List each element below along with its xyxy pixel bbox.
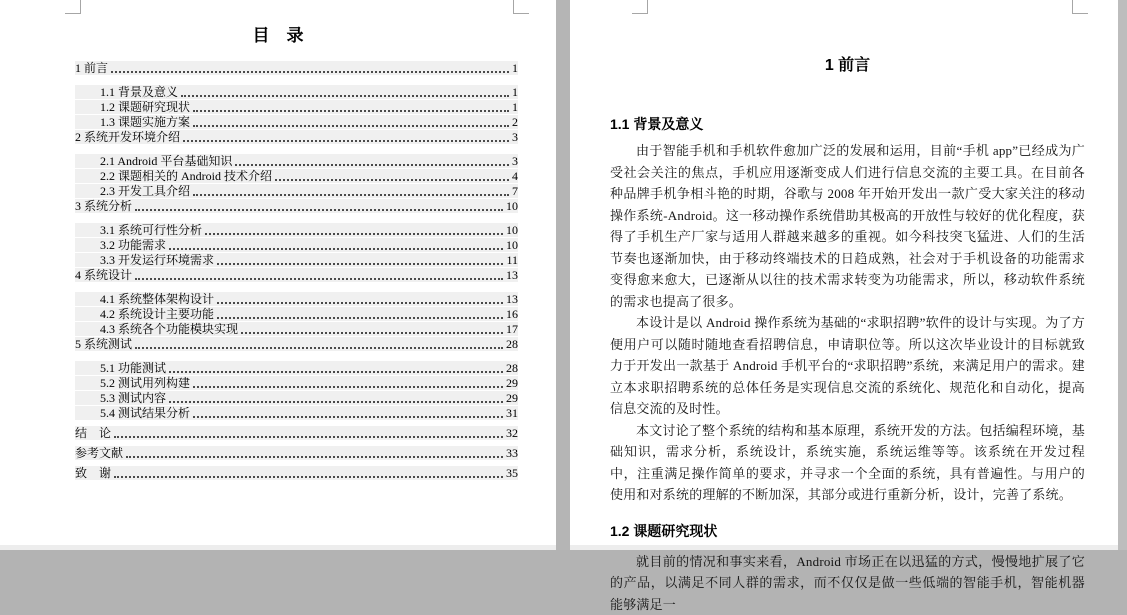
toc-entry-label: 4.2 系统设计主要功能 bbox=[100, 307, 214, 321]
toc-entry-label: 1.2 课题研究现状 bbox=[100, 100, 190, 114]
toc-entry-label: 2 系统开发环境介绍 bbox=[75, 130, 180, 144]
toc-entry[interactable] bbox=[75, 61, 518, 75]
toc-entry-label: 1 前言 bbox=[75, 61, 108, 75]
toc-entry[interactable] bbox=[75, 115, 518, 129]
toc-page-number: 16 bbox=[506, 307, 518, 321]
toc-page-number: 29 bbox=[506, 391, 518, 405]
toc-entry[interactable] bbox=[75, 307, 518, 321]
toc-page-number: 11 bbox=[506, 253, 518, 267]
toc-entry[interactable] bbox=[75, 322, 518, 336]
body-paragraph[interactable]: 本设计是以 Android 操作系统为基础的“求职招聘”软件的设计与实现。为了方便用户可以随时随地查看招聘信息，申请职位等。所以这次毕业设计的目标就致力于开发出一款基于 Android 手机平台的“求职招聘”系统，来满足用户的需求。建立本求职招聘系统的总体任务是实现信息交流的系统化、规范化和自动化，提高信息交流的及时性。 bbox=[610, 312, 1085, 420]
toc-entry-label: 5.2 测试用列构建 bbox=[100, 376, 190, 390]
toc-title: 目 录 bbox=[0, 27, 556, 45]
toc-dot-leader bbox=[193, 406, 503, 418]
toc-entry-label: 3.3 开发运行环境需求 bbox=[100, 253, 214, 267]
toc-entry-label: 4.3 系统各个功能模块实现 bbox=[100, 322, 238, 336]
toc-dot-leader bbox=[217, 253, 503, 265]
toc-entry[interactable] bbox=[75, 199, 518, 213]
toc-dot-leader bbox=[169, 391, 503, 403]
toc-page-number: 1 bbox=[512, 100, 518, 114]
toc-entry[interactable] bbox=[75, 130, 518, 144]
toc-page-number: 31 bbox=[506, 406, 518, 420]
body-paragraph[interactable]: 本文讨论了整个系统的结构和基本原理，系统开发的方法。包括编程环境，基础知识，需求分析，系统设计，系统实施，系统运维等等。该系统在开发过程中，注重满足操作简单的要求，并寻求一个全面的系统，具有普遍性。与用户的使用和对系统的理解的不断加深，其部分或进行重新分析，设计，完善了系统。 bbox=[610, 420, 1085, 506]
toc-entry[interactable] bbox=[75, 238, 518, 252]
toc-page-number: 29 bbox=[506, 376, 518, 390]
chapter-body bbox=[610, 117, 1085, 615]
toc-page-number: 33 bbox=[506, 446, 518, 460]
toc-dot-leader bbox=[193, 115, 509, 127]
page-bottom-edge bbox=[0, 545, 556, 550]
toc-entry[interactable] bbox=[75, 337, 518, 351]
page-bottom-edge bbox=[570, 545, 1118, 550]
toc-dot-leader bbox=[135, 268, 503, 280]
text-boundary-mark bbox=[65, 0, 81, 14]
toc-entry[interactable] bbox=[75, 184, 518, 198]
text-boundary-mark bbox=[632, 0, 648, 14]
canvas-right-margin bbox=[1118, 0, 1127, 550]
toc-entry-label: 5.3 测试内容 bbox=[100, 391, 166, 405]
toc-entry[interactable] bbox=[75, 376, 518, 390]
toc-entry-label: 2.2 课题相关的 Android 技术介绍 bbox=[100, 169, 272, 183]
toc-entry-label: 2.3 开发工具介绍 bbox=[100, 184, 190, 198]
toc-dot-leader bbox=[183, 130, 509, 142]
toc-entry-label: 致 谢 bbox=[75, 466, 111, 480]
toc-dot-leader bbox=[114, 466, 503, 478]
chapter-heading[interactable]: 1 前言 bbox=[610, 57, 1085, 74]
toc-entry-label: 参考文献 bbox=[75, 446, 123, 460]
toc-entry-label: 5.1 功能测试 bbox=[100, 361, 166, 375]
toc-entry[interactable] bbox=[75, 223, 518, 237]
content-page bbox=[570, 0, 1118, 545]
toc-dot-leader bbox=[181, 85, 509, 97]
section-heading[interactable]: 1.1 背景及意义 bbox=[610, 117, 1085, 132]
toc-entry-label: 3.1 系统可行性分析 bbox=[100, 223, 202, 237]
toc-entry[interactable] bbox=[75, 391, 518, 405]
toc-dot-leader bbox=[193, 100, 509, 112]
toc-dot-leader bbox=[235, 154, 509, 166]
toc-entry[interactable] bbox=[75, 466, 518, 480]
content-text-area bbox=[570, 57, 1118, 615]
toc-page-number: 1 bbox=[512, 61, 518, 75]
toc-entry-label: 5.4 测试结果分析 bbox=[100, 406, 190, 420]
toc-page-number: 7 bbox=[512, 184, 518, 198]
toc-entry[interactable] bbox=[75, 268, 518, 282]
toc-page-number: 10 bbox=[506, 223, 518, 237]
toc-entry[interactable] bbox=[75, 85, 518, 99]
text-boundary-mark bbox=[513, 0, 529, 14]
toc-dot-leader bbox=[193, 376, 503, 388]
toc-page-number: 35 bbox=[506, 466, 518, 480]
toc-page-number: 1 bbox=[512, 85, 518, 99]
toc-dot-leader bbox=[126, 446, 503, 458]
toc-entry[interactable] bbox=[75, 292, 518, 306]
toc-dot-leader bbox=[217, 292, 503, 304]
toc-page-number: 13 bbox=[506, 292, 518, 306]
toc-entry[interactable] bbox=[75, 361, 518, 375]
toc-entry-label: 结 论 bbox=[75, 426, 111, 440]
toc-entry-label: 3 系统分析 bbox=[75, 199, 132, 213]
toc-dot-leader bbox=[169, 238, 503, 250]
toc-dot-leader bbox=[114, 426, 503, 438]
toc-page-number: 10 bbox=[506, 238, 518, 252]
toc-entry[interactable] bbox=[75, 100, 518, 114]
toc-entry[interactable] bbox=[75, 446, 518, 460]
toc-page-number: 10 bbox=[506, 199, 518, 213]
toc-page-number: 2 bbox=[512, 115, 518, 129]
toc-entry-label: 5 系统测试 bbox=[75, 337, 132, 351]
toc-entry-label: 3.2 功能需求 bbox=[100, 238, 166, 252]
toc-dot-leader bbox=[135, 337, 503, 349]
toc-page-number: 28 bbox=[506, 361, 518, 375]
toc-entry[interactable] bbox=[75, 253, 518, 267]
toc-page bbox=[0, 0, 556, 545]
toc-dot-leader bbox=[217, 307, 503, 319]
toc-entry-label: 1.1 背景及意义 bbox=[100, 85, 178, 99]
toc-page-number: 28 bbox=[506, 337, 518, 351]
toc-page-number: 3 bbox=[512, 154, 518, 168]
body-paragraph[interactable]: 就目前的情况和事实来看，Android 市场正在以迅猛的方式，慢慢地扩展了它的产品，以满足不同人群的需求，而不仅仅是做一些低端的智能手机，智能机器能够满足一 bbox=[610, 551, 1085, 615]
toc-entry[interactable] bbox=[75, 426, 518, 440]
toc-page-number: 3 bbox=[512, 130, 518, 144]
body-paragraph[interactable]: 由于智能手机和手机软件愈加广泛的发展和运用，目前“手机 app”已经成为广受社会关注的焦点，手机应用逐渐变成人们进行信息交流的主要工具。在目前各种品牌手机争相斗艳的时期，谷歌与 2008 年开始开发出一款广受大家关注的移动操作系统-Android。这一移动操作系统借助其极高的开放性与较好的优化程度，获得了手机生产厂家与适用人群越来越多的重视。如今科技突飞猛进、人们的生活节奏也逐渐加快，由于移动终端技术的日趋成熟，社会对于手机设备的功能需求变得愈来愈大，已逐渐从以往的技术需求转变为功能需求，所以，移动软件系统的需求也提高了很多。 bbox=[610, 140, 1085, 312]
toc-list bbox=[75, 61, 518, 480]
text-boundary-mark bbox=[1072, 0, 1088, 14]
toc-dot-leader bbox=[111, 61, 509, 73]
toc-dot-leader bbox=[193, 184, 509, 196]
toc-dot-leader bbox=[241, 322, 503, 334]
toc-page-number: 32 bbox=[506, 426, 518, 440]
toc-entry-label: 2.1 Android 平台基础知识 bbox=[100, 154, 232, 168]
toc-dot-leader bbox=[205, 223, 503, 235]
toc-entry-label: 1.3 课题实施方案 bbox=[100, 115, 190, 129]
toc-entry-label: 4.1 系统整体架构设计 bbox=[100, 292, 214, 306]
toc-entry[interactable] bbox=[75, 406, 518, 420]
toc-entry[interactable] bbox=[75, 154, 518, 168]
toc-page-number: 17 bbox=[506, 322, 518, 336]
toc-page-number: 13 bbox=[506, 268, 518, 282]
toc-dot-leader bbox=[169, 361, 503, 373]
toc-page-number: 4 bbox=[512, 169, 518, 183]
toc-entry[interactable] bbox=[75, 169, 518, 183]
page-gap bbox=[556, 0, 570, 550]
section-heading[interactable]: 1.2 课题研究现状 bbox=[610, 524, 1085, 539]
toc-dot-leader bbox=[275, 169, 509, 181]
toc-dot-leader bbox=[135, 199, 503, 211]
toc-entry-label: 4 系统设计 bbox=[75, 268, 132, 282]
